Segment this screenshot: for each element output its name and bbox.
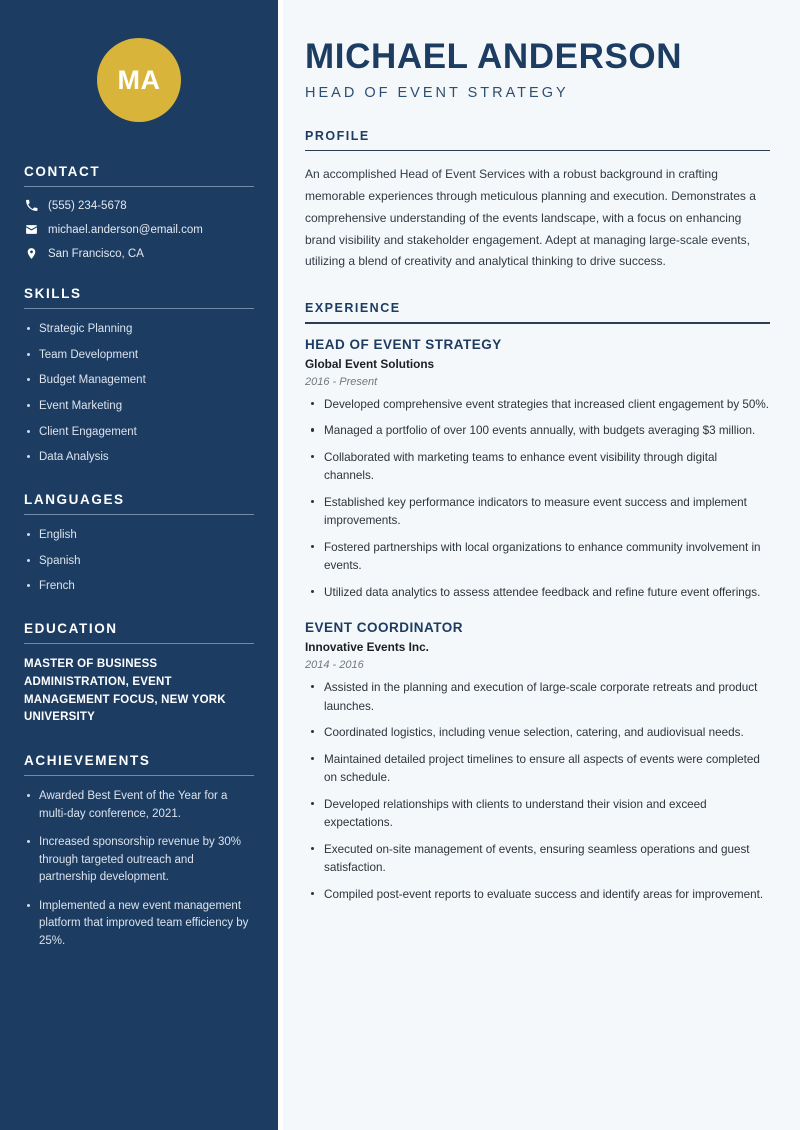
contact-heading: CONTACT: [24, 164, 101, 179]
avatar-container: [24, 0, 254, 164]
list-item: Awarded Best Event of the Year for a multi-day conference, 2021.: [24, 788, 254, 823]
profile-heading: PROFILE: [305, 128, 370, 143]
education-degree: MASTER OF BUSINESS ADMINISTRATION, EVENT MANAGEMENT FOCUS, NEW YORK UNIVERSITY: [24, 658, 226, 724]
education-divider: [24, 643, 254, 644]
education-heading: EDUCATION: [24, 621, 118, 637]
achievements-section: [24, 753, 254, 950]
skills-heading: SKILLS: [24, 286, 82, 301]
skills-section: [24, 286, 254, 466]
list-item: Spanish: [24, 553, 254, 570]
languages-heading: LANGUAGES: [24, 492, 125, 508]
job-title: HEAD OF EVENT STRATEGY: [305, 336, 502, 352]
list-item: Strategic Planning: [24, 321, 254, 338]
job-title: EVENT COORDINATOR: [305, 620, 464, 636]
avatar: [97, 38, 181, 122]
phone-icon: [24, 199, 38, 212]
job-bullet-list: [305, 679, 770, 904]
skills-divider: [24, 308, 254, 309]
list-item: Maintained detailed project timelines to ensure all aspects of events were completed on schedule.: [307, 751, 770, 788]
languages-divider: [24, 514, 254, 515]
contact-section: [24, 164, 254, 260]
profile-section: [305, 129, 770, 274]
languages-section: [24, 492, 254, 595]
job-company: Global Event Solutions: [305, 356, 435, 371]
list-item: Implemented a new event management platform that improved team efficiency by 25%.: [24, 898, 254, 950]
list-item: Compiled post-event reports to evaluate success and identify areas for improvement.: [307, 886, 770, 904]
contact-item-email[interactable]: [24, 223, 254, 236]
job-dates: 2014 - 2016: [305, 659, 364, 672]
email-icon: [24, 223, 38, 236]
list-item: Coordinated logistics, including venue selection, catering, and audiovisual needs.: [307, 724, 770, 742]
contact-location-value: San Francisco, CA: [48, 247, 144, 260]
job-bullet-list: [305, 396, 770, 602]
experience-heading: EXPERIENCE: [305, 301, 401, 316]
skills-list: [24, 321, 254, 466]
list-item: Developed comprehensive event strategies that increased client engagement by 50%.: [307, 396, 770, 414]
experience-divider: [305, 322, 770, 324]
list-item: English: [24, 527, 254, 544]
list-item: Collaborated with marketing teams to enhance event visibility through digital channels.: [307, 449, 770, 486]
contact-item-location[interactable]: [24, 247, 254, 260]
profile-divider: [305, 150, 770, 152]
avatar-initials: MA: [117, 64, 161, 95]
list-item: Managed a portfolio of over 100 events annually, with budgets averaging $3 million.: [307, 422, 770, 440]
education-section: [24, 621, 254, 727]
list-item: Utilized data analytics to assess attendee feedback and refine future event offerings.: [307, 584, 770, 602]
experience-section: [305, 301, 770, 904]
location-pin-icon: [24, 247, 38, 260]
page-title: MICHAEL ANDERSON: [305, 37, 683, 76]
list-item: Client Engagement: [24, 424, 254, 441]
list-item: Data Analysis: [24, 449, 254, 466]
list-item: Team Development: [24, 347, 254, 364]
list-item: French: [24, 578, 254, 595]
sidebar: [0, 0, 278, 1130]
experience-entry: [305, 620, 770, 904]
list-item: Established key performance indicators to measure event success and implement improvements.: [307, 494, 770, 531]
languages-list: [24, 527, 254, 595]
contact-email-value: michael.anderson@email.com: [48, 223, 203, 236]
contact-divider: [24, 186, 254, 187]
list-item: Assisted in the planning and execution of large-scale corporate retreats and product launches.: [307, 679, 770, 716]
list-item: Fostered partnerships with local organizations to enhance community involvement in events.: [307, 539, 770, 576]
job-role-subtitle: HEAD OF EVENT STRATEGY: [305, 84, 569, 101]
list-item: Event Marketing: [24, 398, 254, 415]
contact-item-phone[interactable]: [24, 199, 254, 212]
achievements-heading: ACHIEVEMENTS: [24, 753, 151, 769]
experience-entry: [305, 337, 770, 602]
list-item: Budget Management: [24, 372, 254, 389]
main-content: [283, 0, 800, 1130]
achievements-list: [24, 788, 254, 950]
list-item: Executed on-site management of events, ensuring seamless operations and guest satisfaction.: [307, 841, 770, 878]
contact-phone-value: (555) 234-5678: [48, 199, 127, 212]
list-item: Developed relationships with clients to understand their vision and exceed expectations.: [307, 796, 770, 833]
job-dates: 2016 - Present: [305, 375, 378, 388]
job-company: Innovative Events Inc.: [305, 640, 429, 655]
profile-text: An accomplished Head of Event Services with a robust background in crafting memorable experiences through meticulous planning and execution. Demonstrates a comprehensive understanding of the events landscape, with a focus on enhancing brand visibility and stakeholder engagement. Adept at managing large-scale events, utilizing a blend of creativity and analytical thinking to drive success.: [305, 167, 756, 269]
list-item: Increased sponsorship revenue by 30% through targeted outreach and partnership development.: [24, 834, 254, 886]
achievements-divider: [24, 775, 254, 776]
